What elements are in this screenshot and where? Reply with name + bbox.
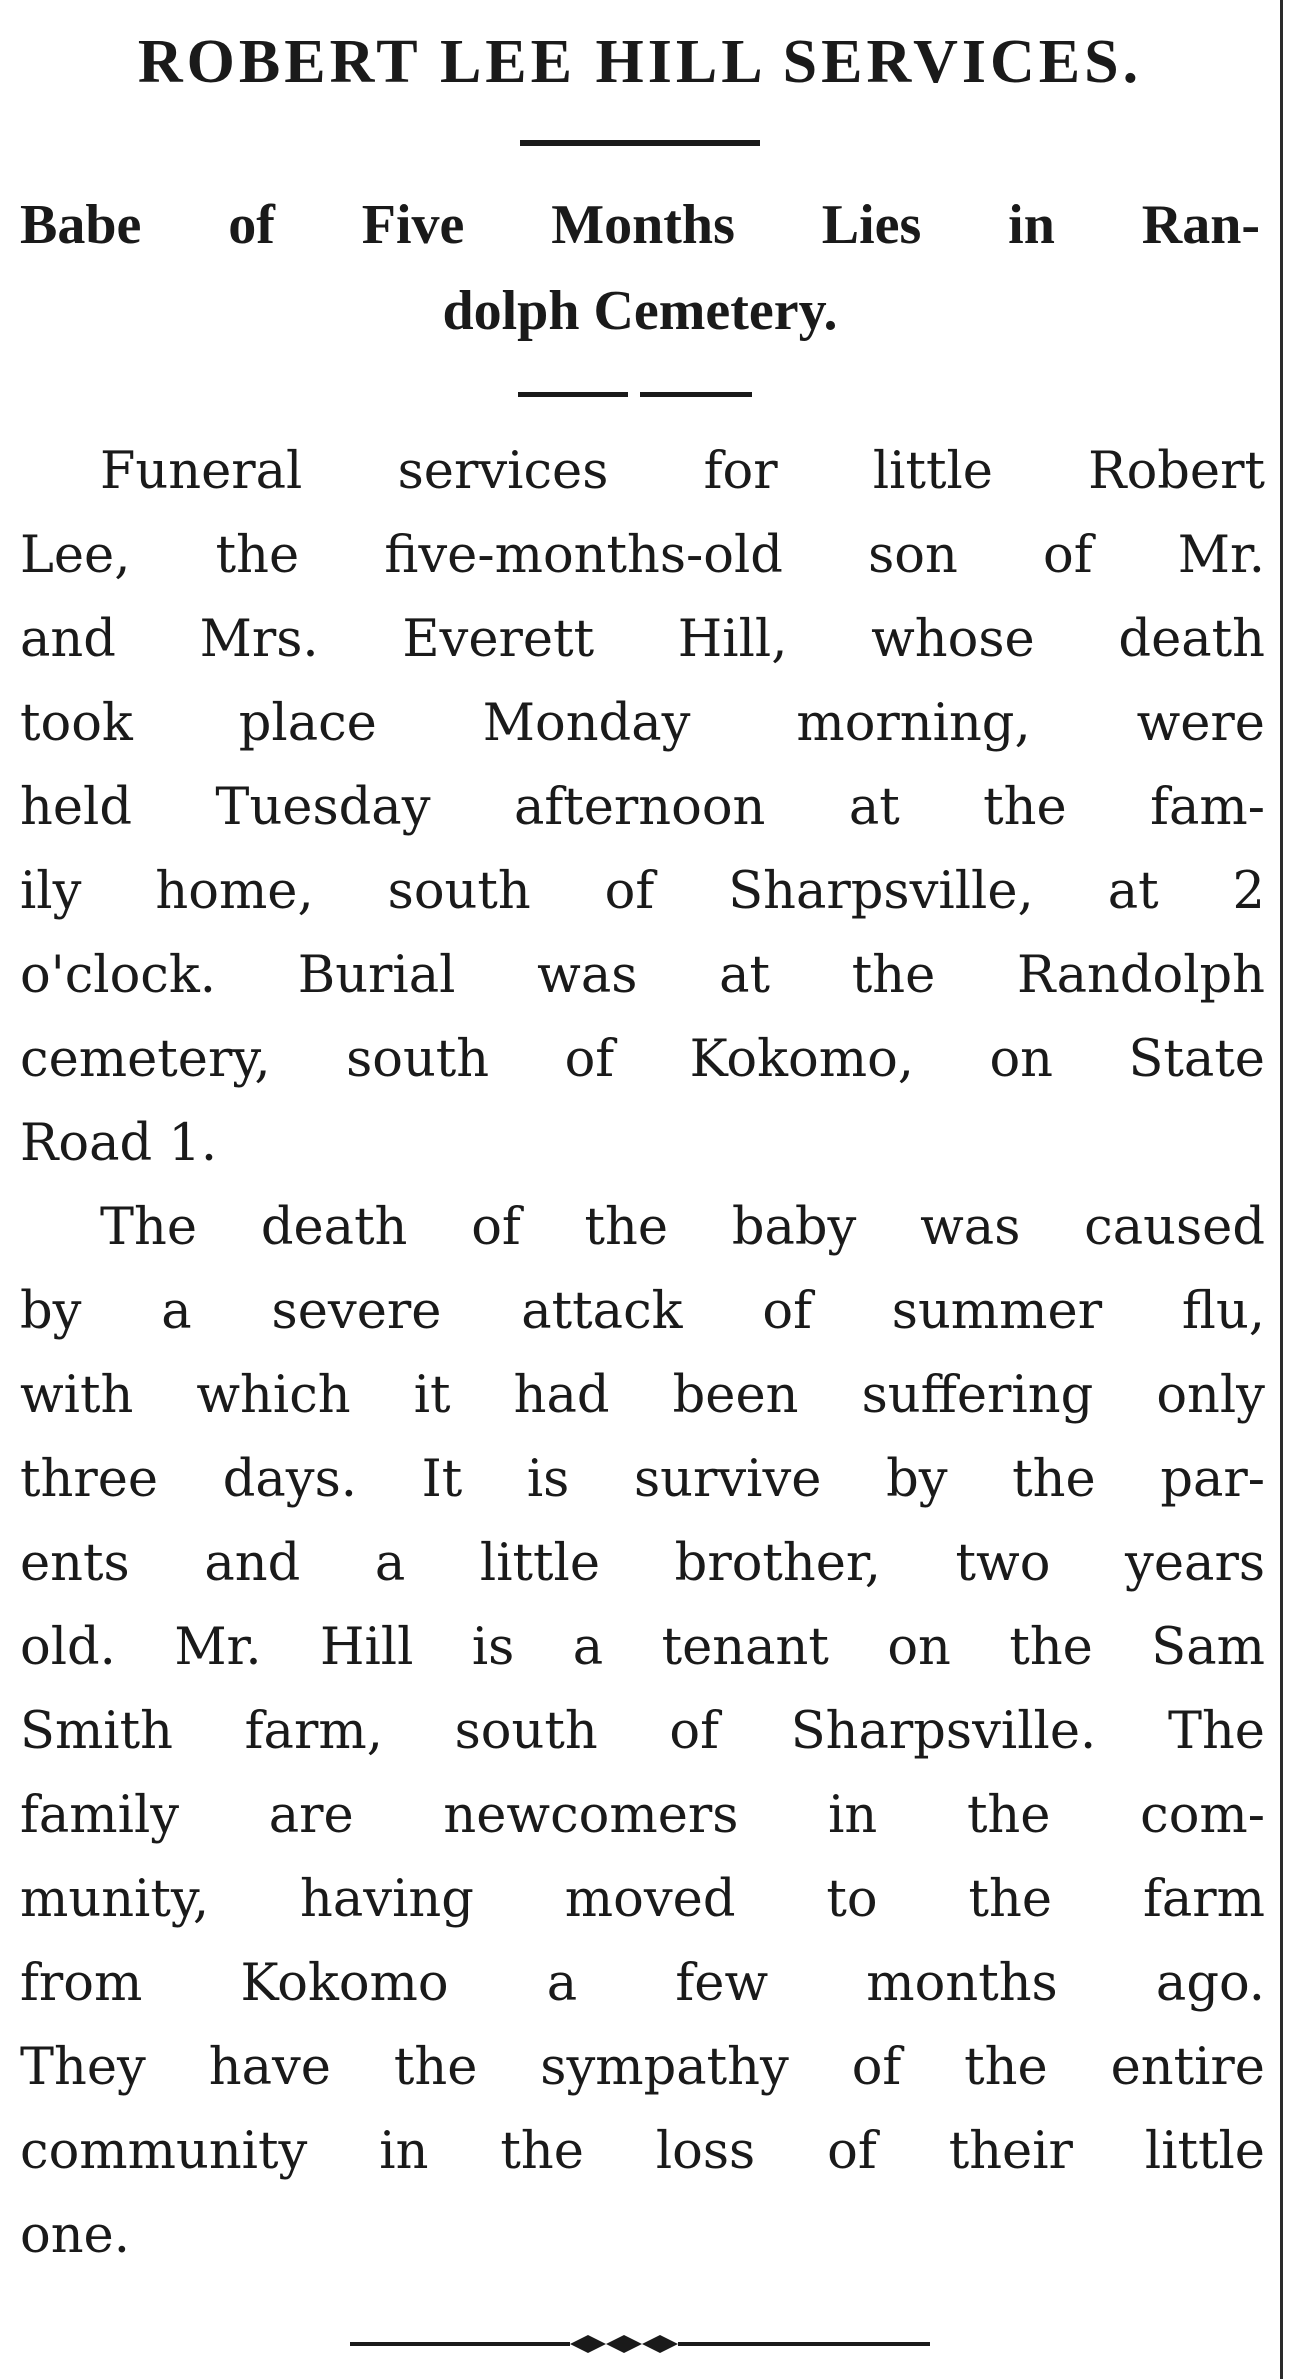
subheadline-line: Babe of Five Months Lies in Ran-: [20, 194, 1260, 256]
text-line: The death of the baby was caused: [100, 1198, 1265, 1257]
text-line: They have the sympathy of the entire: [20, 2038, 1265, 2097]
text-line: old. Mr. Hill is a tenant on the Sam: [20, 1618, 1265, 1677]
ornament-diamond: [642, 2335, 678, 2353]
text-line: Lee, the five-months-old son of Mr.: [20, 526, 1265, 585]
text-line: took place Monday morning, were: [20, 694, 1265, 753]
text-line: cemetery, south of Kokomo, on State: [20, 1030, 1265, 1089]
text-line: Funeral services for little Robert: [100, 442, 1265, 501]
text-line: o'clock. Burial was at the Randolph: [20, 946, 1265, 1005]
headline-divider: [520, 140, 760, 146]
text-line: three days. It is survive by the par-: [20, 1450, 1265, 1509]
text-line: ents and a little brother, two years: [20, 1534, 1265, 1593]
text-line: by a severe attack of summer flu,: [20, 1282, 1265, 1341]
text-line: held Tuesday afternoon at the fam-: [20, 778, 1265, 837]
text-line: munity, having moved to the farm: [20, 1870, 1265, 1929]
text-line: community in the loss of their little: [20, 2122, 1265, 2181]
subheadline-line: dolph Cemetery.: [442, 280, 838, 342]
subheadline: [20, 182, 1260, 354]
subhead-divider-left: [518, 392, 628, 397]
column-rule: [1280, 0, 1283, 2379]
end-ornament: [350, 2332, 930, 2356]
ornament-diamond: [606, 2335, 642, 2353]
headline: ROBERT LEE HILL SERVICES.: [137, 28, 1143, 96]
text-line: from Kokomo a few months ago.: [20, 1954, 1265, 2013]
text-line: and Mrs. Everett Hill, whose death: [20, 610, 1265, 669]
ornament-diamond: [570, 2335, 606, 2353]
subhead-divider-right: [640, 392, 752, 397]
text-line: Smith farm, south of Sharpsville. The: [20, 1702, 1265, 1761]
text-line: with which it had been suffering only: [20, 1366, 1265, 1425]
text-line: ily home, south of Sharpsville, at 2: [20, 862, 1265, 921]
text-line: family are newcomers in the com-: [20, 1786, 1265, 1845]
paragraph-1: [20, 430, 1265, 1186]
text-line: one.: [20, 2206, 130, 2265]
text-line: Road 1.: [20, 1114, 218, 1173]
paragraph-2: [20, 1186, 1265, 2278]
